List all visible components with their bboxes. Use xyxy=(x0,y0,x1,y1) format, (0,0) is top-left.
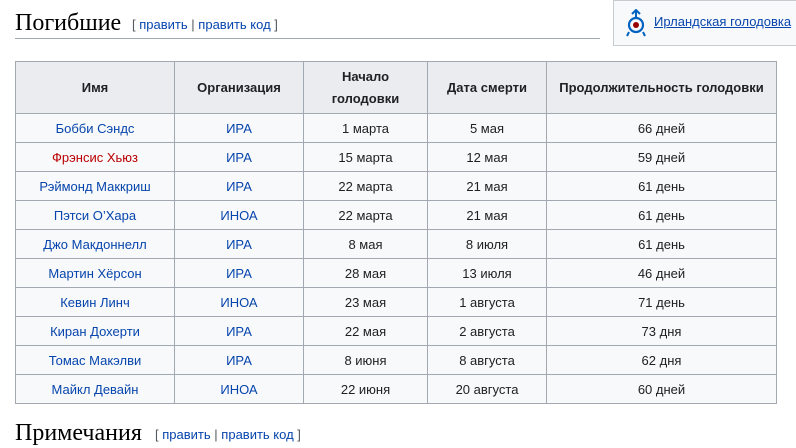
cell-organization xyxy=(175,172,304,201)
cell-start: 8 июня xyxy=(304,346,428,375)
table-row xyxy=(16,346,777,375)
cell-start: 22 мая xyxy=(304,317,428,346)
table-row xyxy=(16,375,777,404)
cell-name xyxy=(16,230,175,259)
cell-death-date: 1 августа xyxy=(428,288,547,317)
cell-duration: 62 дня xyxy=(547,346,777,375)
cell-death-date: 12 мая xyxy=(428,143,547,172)
edit-bracket-open: [ xyxy=(132,17,136,32)
section-title: Примечания xyxy=(15,420,142,446)
cell-start: 23 мая xyxy=(304,288,428,317)
cell-duration: 61 день xyxy=(547,172,777,201)
commons-link[interactable]: Ирландская голодовка xyxy=(654,14,792,29)
cell-death-date: 20 августа xyxy=(428,375,547,404)
cell-organization-link[interactable]: ИРА xyxy=(226,352,252,368)
header-organization: Организация xyxy=(175,62,304,114)
cell-death-date: 8 августа xyxy=(428,346,547,375)
cell-name-link[interactable]: Томас Макэлви xyxy=(48,352,142,368)
cell-name xyxy=(16,288,175,317)
cell-name-link[interactable]: Киран Дохерти xyxy=(50,323,140,339)
edit-separator: | xyxy=(191,17,195,32)
cell-name xyxy=(16,143,175,172)
cell-duration: 66 дней xyxy=(547,114,777,143)
header-start: Начало голодовки xyxy=(304,62,428,114)
header-duration: Продолжительность голодовки xyxy=(547,62,777,114)
cell-organization-link[interactable]: ИРА xyxy=(226,323,252,339)
cell-name xyxy=(16,114,175,143)
table-row xyxy=(16,230,777,259)
cell-name-link[interactable]: Мартин Хёрсон xyxy=(48,265,142,281)
cell-organization-link[interactable]: ИРА xyxy=(226,178,252,194)
cell-duration: 61 день xyxy=(547,201,777,230)
wikimedia-commons-icon xyxy=(625,9,647,44)
cell-start: 22 марта xyxy=(304,172,428,201)
cell-death-date: 2 августа xyxy=(428,317,547,346)
cell-organization xyxy=(175,201,304,230)
section-heading-deaths xyxy=(15,8,600,39)
cell-organization-link[interactable]: ИНОА xyxy=(220,294,258,310)
cell-start: 28 мая xyxy=(304,259,428,288)
table-row xyxy=(16,201,777,230)
edit-section-links xyxy=(132,17,278,32)
cell-organization xyxy=(175,259,304,288)
cell-organization xyxy=(175,230,304,259)
cell-name xyxy=(16,201,175,230)
edit-bracket-open: [ xyxy=(155,427,159,442)
cell-name-link[interactable]: Кевин Линч xyxy=(60,294,130,310)
cell-death-date: 5 мая xyxy=(428,114,547,143)
cell-organization-link[interactable]: ИНОА xyxy=(220,207,258,223)
cell-organization xyxy=(175,143,304,172)
cell-start: 8 мая xyxy=(304,230,428,259)
table-header-row xyxy=(16,62,777,114)
cell-organization xyxy=(175,114,304,143)
commons-box xyxy=(613,0,796,46)
cell-name xyxy=(16,375,175,404)
section-heading-notes xyxy=(15,418,600,448)
edit-bracket-close: ] xyxy=(297,427,301,442)
cell-organization-link[interactable]: ИРА xyxy=(226,236,252,252)
cell-name-link[interactable]: Фрэнсис Хьюз xyxy=(52,149,138,165)
section-title: Погибшие xyxy=(15,10,122,36)
cell-name xyxy=(16,346,175,375)
header-name: Имя xyxy=(16,62,175,114)
edit-bracket-close: ] xyxy=(274,17,278,32)
cell-organization-link[interactable]: ИРА xyxy=(226,265,252,281)
table-row xyxy=(16,172,777,201)
cell-organization xyxy=(175,375,304,404)
cell-duration: 61 день xyxy=(547,230,777,259)
cell-death-date: 21 мая xyxy=(428,201,547,230)
edit-separator: | xyxy=(214,427,218,442)
cell-start: 22 июня xyxy=(304,375,428,404)
table-row xyxy=(16,288,777,317)
cell-duration: 46 дней xyxy=(547,259,777,288)
cell-name-link[interactable]: Джо Макдоннелл xyxy=(43,236,147,252)
cell-organization-link[interactable]: ИРА xyxy=(226,149,252,165)
cell-start: 22 марта xyxy=(304,201,428,230)
edit-link[interactable]: править xyxy=(139,17,188,32)
header-death-date: Дата смерти xyxy=(428,62,547,114)
table-row xyxy=(16,259,777,288)
cell-name-link[interactable]: Майкл Девайн xyxy=(51,381,139,397)
edit-link[interactable]: править xyxy=(162,427,211,442)
cell-death-date: 13 июля xyxy=(428,259,547,288)
cell-organization-link[interactable]: ИРА xyxy=(226,120,252,136)
cell-death-date: 21 мая xyxy=(428,172,547,201)
cell-duration: 73 дня xyxy=(547,317,777,346)
cell-organization-link[interactable]: ИНОА xyxy=(220,381,258,397)
cell-duration: 71 день xyxy=(547,288,777,317)
cell-name xyxy=(16,172,175,201)
cell-duration: 60 дней xyxy=(547,375,777,404)
cell-name-link[interactable]: Пэтси О’Хара xyxy=(53,207,137,223)
table-row xyxy=(16,114,777,143)
deaths-table xyxy=(15,61,777,404)
cell-duration: 59 дней xyxy=(547,143,777,172)
cell-organization xyxy=(175,288,304,317)
cell-start: 1 марта xyxy=(304,114,428,143)
cell-name xyxy=(16,259,175,288)
cell-death-date: 8 июля xyxy=(428,230,547,259)
edit-source-link[interactable]: править код xyxy=(198,17,271,32)
table-row xyxy=(16,317,777,346)
edit-source-link[interactable]: править код xyxy=(221,427,294,442)
table-row xyxy=(16,143,777,172)
cell-name-link[interactable]: Рэймонд Маккриш xyxy=(39,178,151,194)
cell-name-link[interactable]: Бобби Сэндс xyxy=(55,120,135,136)
cell-organization xyxy=(175,346,304,375)
cell-start: 15 марта xyxy=(304,143,428,172)
cell-name xyxy=(16,317,175,346)
cell-organization xyxy=(175,317,304,346)
